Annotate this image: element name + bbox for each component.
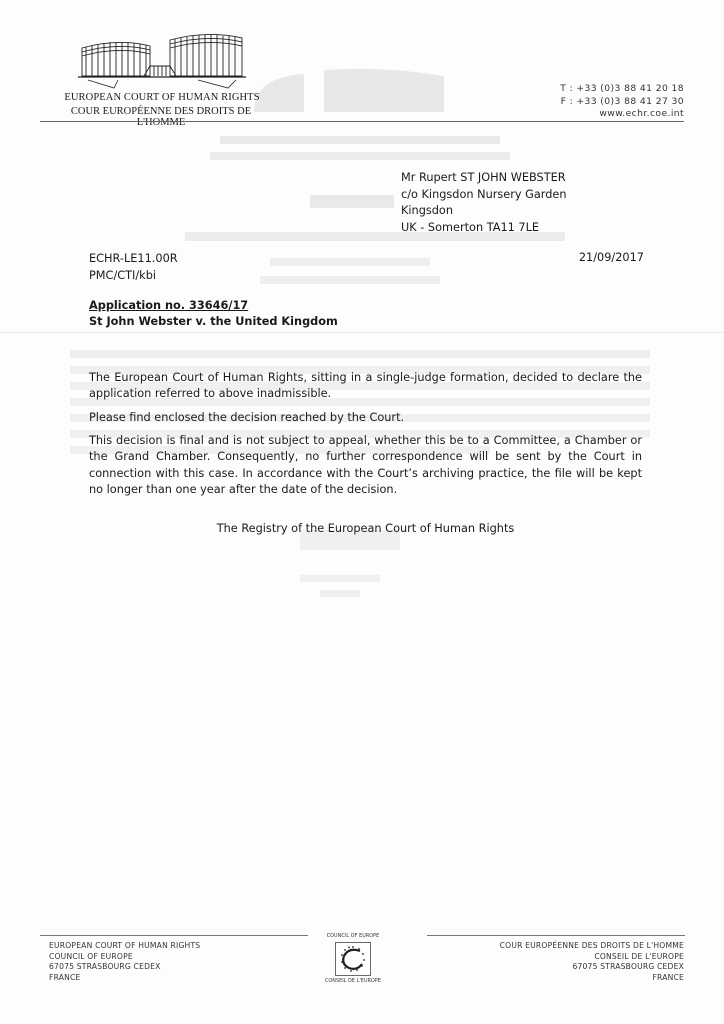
footer-line: 67075 STRASBOURG CEDEX bbox=[49, 962, 161, 972]
footer-line: CONSEIL DE L'EUROPE bbox=[594, 951, 684, 961]
footer-line: FRANCE bbox=[49, 972, 81, 982]
case-title: St John Webster v. the United Kingdom bbox=[89, 315, 338, 328]
letter-date: 21/09/2017 bbox=[578, 251, 644, 264]
addressee-block bbox=[401, 170, 567, 236]
coe-label-en: COUNCIL OF EUROPE bbox=[326, 934, 380, 939]
footer-line: EUROPEAN COURT OF HUMAN RIGHTS bbox=[49, 941, 201, 950]
addressee-name: Mr Rupert ST JOHN WEBSTER bbox=[401, 171, 566, 184]
body-paragraph: The European Court of Human Rights, sitting in a single-judge formation, decided to declare the application referred to above inadmissible. bbox=[89, 371, 642, 401]
addressee-line: c/o Kingsdon Nursery Garden bbox=[401, 187, 567, 201]
court-name-en: EUROPEAN COURT OF HUMAN RIGHTS bbox=[64, 92, 260, 103]
body-paragraph: Please find enclosed the decision reached by the Court. bbox=[89, 411, 405, 424]
fax-number: F : +33 (0)3 88 41 27 30 bbox=[560, 95, 684, 107]
reference-initials: PMC/CTI/kbi bbox=[89, 268, 157, 282]
council-of-europe-logo-icon bbox=[335, 942, 371, 976]
footer-address-en bbox=[49, 941, 200, 983]
footer-divider-right bbox=[427, 935, 685, 936]
application-number: Application no. 33646/17 bbox=[89, 299, 249, 312]
body-paragraph: This decision is final and is not subject to appeal, whether this be to a Committee, a Chamber or the Grand Chamber. Consequently, no further correspondence will be sent by the Court in connection with this case. In accordance with the Court’s archiving practice, the file will be kept no longer than one year after the date of the decision. bbox=[89, 434, 642, 496]
footer-line: FRANCE bbox=[652, 972, 684, 982]
court-name-fr: COUR EUROPÉENNE DES DROITS DE L'HOMME bbox=[70, 106, 252, 128]
phone-number: T : +33 (0)3 88 41 20 18 bbox=[560, 83, 684, 94]
court-building-logo bbox=[78, 30, 246, 92]
addressee-line: Kingsdon bbox=[401, 204, 454, 217]
footer-line: COUR EUROPÉENNE DES DROITS DE L'HOMME bbox=[499, 941, 684, 950]
signature-line: The Registry of the European Court of Human Rights bbox=[216, 522, 515, 535]
website-link[interactable]: www.echr.coe.int bbox=[599, 108, 684, 119]
contact-block bbox=[560, 83, 684, 121]
footer-line: 67075 STRASBOURG CEDEX bbox=[572, 962, 684, 972]
footer-line: COUNCIL OF EUROPE bbox=[49, 951, 133, 961]
footer-divider-left bbox=[40, 935, 308, 936]
header-divider bbox=[40, 121, 684, 122]
coe-label-fr: CONSEIL DE L'EUROPE bbox=[324, 979, 382, 984]
reference-code: ECHR-LE11.00R bbox=[89, 252, 178, 265]
addressee-line: UK - Somerton TA11 7LE bbox=[401, 220, 540, 234]
footer-address-fr bbox=[500, 941, 684, 983]
reference-block bbox=[89, 251, 178, 284]
